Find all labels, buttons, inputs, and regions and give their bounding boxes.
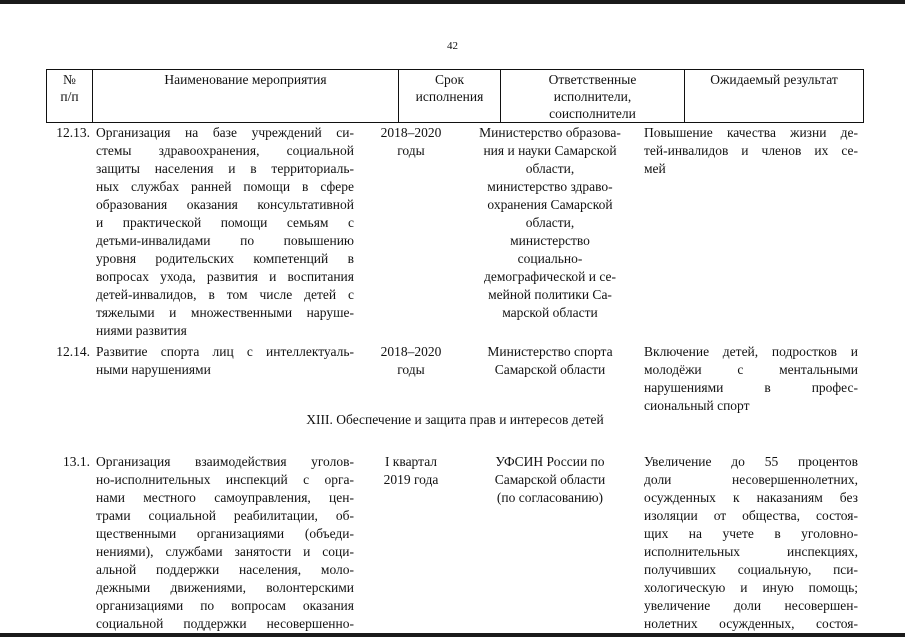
text-line: Повышение качества жизни де- — [644, 125, 858, 140]
row-responsible — [462, 453, 638, 507]
text-line: Развитие спорта лиц с интеллектуаль- — [96, 344, 354, 359]
text-line: альной поддержки населения, моло- — [96, 562, 354, 577]
text-line: хологическую и иную помощь; — [644, 580, 858, 595]
text-line: ными нарушениями — [96, 362, 211, 377]
header-resp-line: Ответственные — [548, 72, 637, 87]
text-line: организациями по вопросам оказания — [96, 598, 354, 613]
text-line: уровня родительских компетенций в — [96, 251, 354, 266]
header-term-line: Срок — [434, 72, 465, 87]
header-num-line: п/п — [60, 89, 79, 104]
text-line: и практической помощи семьям с — [96, 215, 354, 230]
text-line: щественными организациями (объеди- — [96, 526, 354, 541]
text-line: 2018–2020 — [380, 125, 442, 140]
text-line: Организация взаимодействия уголов- — [96, 454, 354, 469]
text-line: щих на учете в уголовно- — [644, 526, 858, 541]
row-responsible — [462, 343, 638, 379]
header-resp-line: исполнители, — [553, 89, 632, 104]
text-line: тяжелыми и множественными наруше- — [96, 305, 354, 320]
header-name-line: Наименование мероприятия — [164, 72, 327, 87]
text-line: стемы здравоохранения, социальной — [96, 143, 354, 158]
text-line: осужденных к наказаниям без — [644, 490, 858, 505]
row-result — [644, 453, 858, 633]
top-border-line — [0, 0, 905, 4]
row-term — [364, 124, 458, 160]
row-result — [644, 124, 858, 178]
text-line: годы — [397, 362, 425, 377]
header-term — [399, 70, 501, 122]
text-line: Министерство спорта — [487, 344, 613, 359]
text-line: охранения Самарской — [487, 197, 613, 212]
row-number: 13.1. — [63, 454, 90, 469]
text-line: социальной поддержки несовершенно- — [96, 616, 354, 631]
text-line: (по согласованию) — [496, 490, 604, 505]
text-line: мейной политики Са- — [488, 287, 612, 302]
text-line: 2019 года — [383, 472, 439, 487]
text-line: исполнительных инспекциях, — [644, 544, 858, 559]
header-num — [47, 70, 93, 122]
text-line: Министерство образова- — [479, 125, 621, 140]
text-line: социально- — [517, 251, 583, 266]
text-line: тей-инвалидов и членов их се- — [644, 143, 858, 158]
text-line: Включение детей, подростков и — [644, 344, 858, 359]
header-name — [93, 70, 399, 122]
row-term — [364, 453, 458, 489]
row-measure-name — [96, 453, 354, 633]
text-line: трами социальной реабилитации, об- — [96, 508, 354, 523]
text-line: доли несовершеннолетних, — [644, 472, 858, 487]
row-measure-name — [96, 343, 354, 379]
page-number: 42 — [447, 40, 458, 52]
text-line: Самарской области — [494, 472, 606, 487]
text-line: области, — [525, 215, 575, 230]
text-line: I квартал — [384, 454, 438, 469]
text-line: Самарской области — [494, 362, 606, 377]
text-line: ния и науки Самарской — [483, 143, 617, 158]
header-result — [685, 70, 863, 122]
text-line: министерство — [510, 233, 590, 248]
text-line: области, — [525, 161, 575, 176]
row-result — [644, 343, 858, 415]
text-line: нарушениями в профес- — [644, 380, 858, 395]
row-number: 12.14. — [56, 344, 90, 359]
text-line: мей — [644, 161, 666, 176]
text-line: нами местного самоуправления, цен- — [96, 490, 354, 505]
text-line: марской области — [502, 305, 598, 320]
text-line: Увеличение до 55 процентов — [644, 454, 858, 469]
text-line: но-исполнительных инспекций с орга- — [96, 472, 354, 487]
row-responsible — [462, 124, 638, 322]
text-line: УФСИН России по — [495, 454, 605, 469]
row-measure-name — [96, 124, 354, 340]
text-line: защиты населения и в территориаль- — [96, 161, 354, 176]
header-num-line: № — [63, 72, 76, 87]
text-line: детей-инвалидов, в том числе детей с — [96, 287, 354, 302]
text-line: нениями), службами занятости и соци- — [96, 544, 354, 559]
text-line: министерство здраво- — [487, 179, 613, 194]
row-term — [364, 343, 458, 379]
text-line: молодёжи с ментальными — [644, 362, 858, 377]
text-line: получивших социальную, пси- — [644, 562, 858, 577]
row-number: 12.13. — [56, 125, 90, 140]
text-line: дежными движениями, волонтерскими — [96, 580, 354, 595]
bottom-border-line — [0, 633, 905, 637]
text-line: детьми-инвалидами по повышению — [96, 233, 354, 248]
text-line: ных службах ранней помощи в сфере — [96, 179, 354, 194]
text-line: Организация на базе учреждений си- — [96, 125, 354, 140]
text-line: образования оказания консультативной — [96, 197, 354, 212]
text-line: годы — [397, 143, 425, 158]
text-line: вопросах ухода, развития и воспитания — [96, 269, 354, 284]
header-result-line: Ожидаемый результат — [710, 72, 838, 87]
text-line: изоляции от общества, состоя- — [644, 508, 858, 523]
table-header — [46, 69, 864, 123]
header-term-line: исполнения — [415, 89, 484, 104]
section-title: XIII. Обеспечение и защита прав и интересов детей — [306, 412, 604, 427]
text-line: демографической и се- — [484, 269, 616, 284]
text-line: ниями развития — [96, 323, 187, 338]
text-line: нолетних осужденных, состоя- — [644, 616, 858, 631]
header-resp-line: соисполнители — [549, 106, 636, 121]
header-responsible — [501, 70, 685, 122]
text-line: увеличение доли несовершен- — [644, 598, 858, 613]
text-line: 2018–2020 — [380, 344, 442, 359]
text-line: сиональный спорт — [644, 398, 750, 413]
